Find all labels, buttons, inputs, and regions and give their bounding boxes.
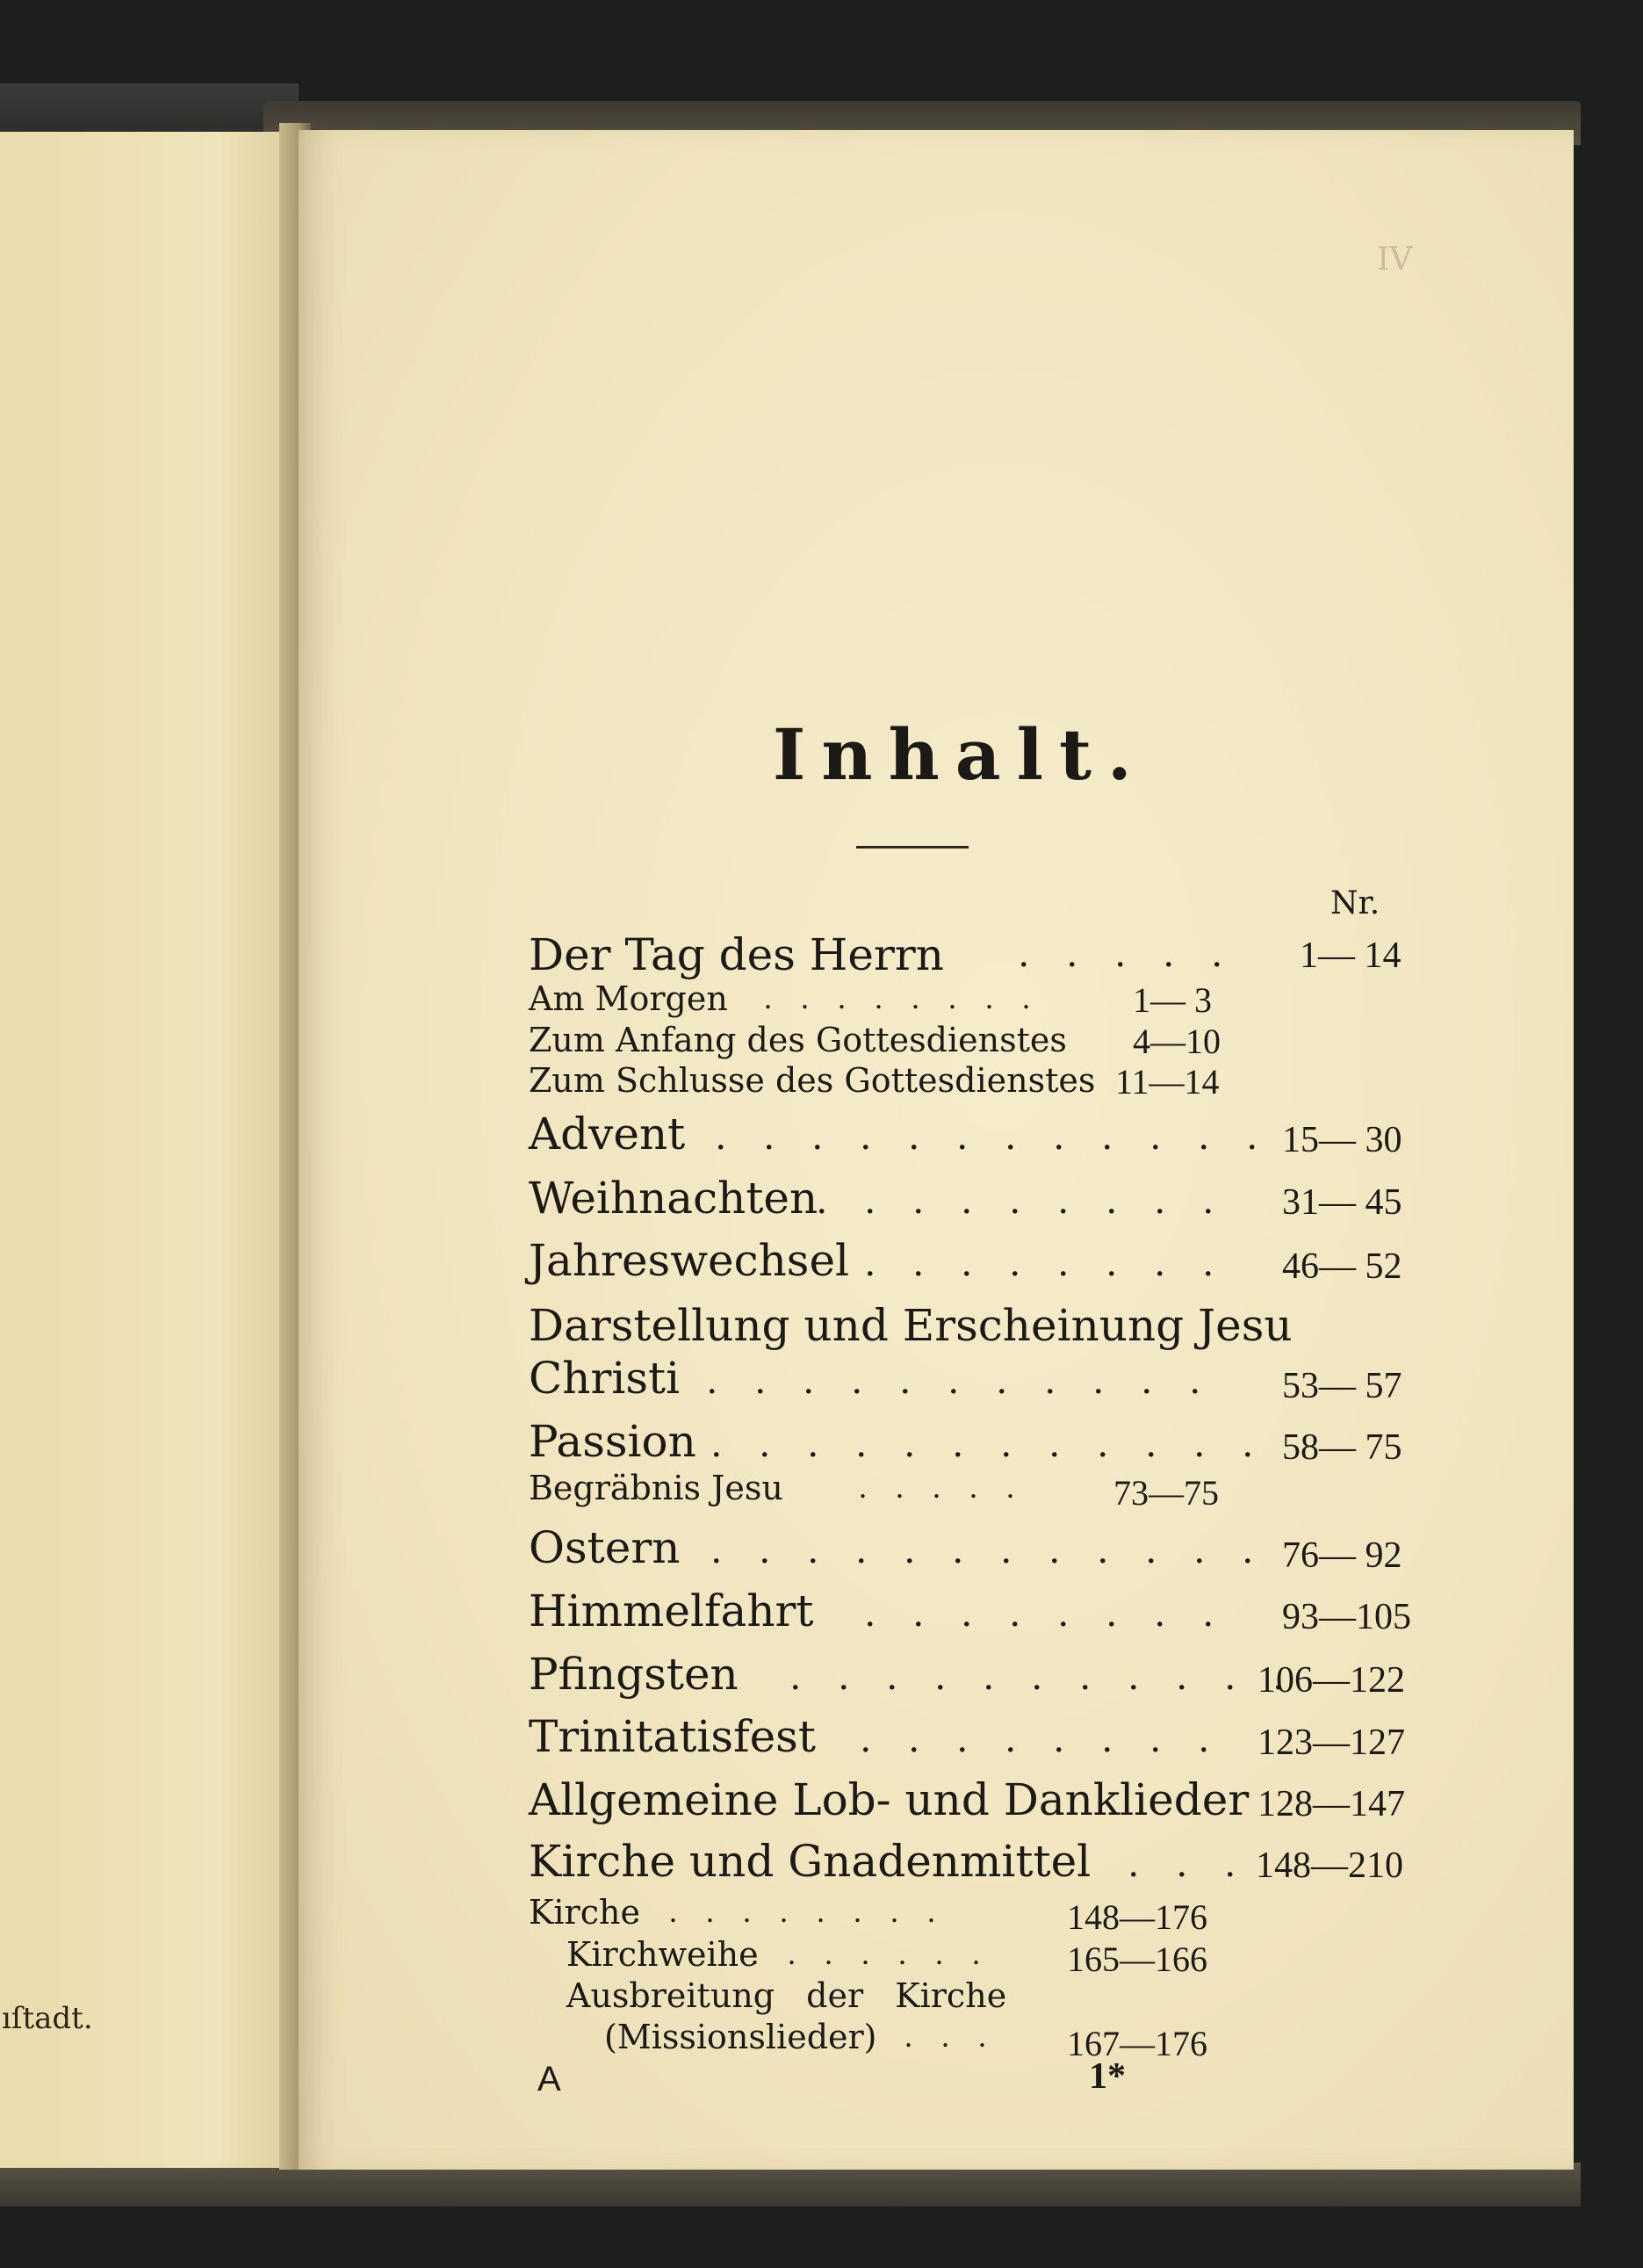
- page-number: IV: [1377, 242, 1413, 278]
- leader-dots: . . . . . . . . .: [632, 1894, 946, 1929]
- entry-range: 73—75: [1113, 1473, 1219, 1513]
- page-title: Inhalt.: [773, 713, 1148, 796]
- entry-title: Trinitatisfest: [529, 1711, 816, 1762]
- leader-dots: . . . . . . . . . . . .: [716, 1113, 1272, 1158]
- leader-dots: . . . . . . . .: [865, 1590, 1228, 1635]
- signature-mark: A: [537, 2060, 561, 2098]
- leader-dots: . . . . .: [859, 1470, 1025, 1505]
- entry-range: 53— 57: [1282, 1366, 1402, 1406]
- entry-range: 148—210: [1256, 1845, 1403, 1886]
- entry-title: Kirche und Gnadenmittel: [529, 1836, 1092, 1887]
- entry-range: 165—166: [1067, 1939, 1207, 1979]
- entry-title: Darstellung und Erscheinung Jesu: [529, 1300, 1293, 1351]
- entry-title: Himmelfahrt: [529, 1585, 814, 1636]
- entry-range: 15— 30: [1282, 1120, 1402, 1160]
- leader-dots: . . . . . . . . . . .: [790, 1653, 1298, 1698]
- entry-title: Passion: [529, 1416, 696, 1467]
- entry-range: 128—147: [1257, 1784, 1405, 1824]
- entry-title: Zum Schlusse des Gottesdienstes: [529, 1061, 1096, 1100]
- entry-title: Jahreswechsel: [529, 1235, 850, 1286]
- entry-title: Pfingsten: [529, 1649, 739, 1700]
- entry-range: 1— 3: [1133, 980, 1212, 1020]
- entry-title: Der Tag des Herrn: [529, 929, 944, 980]
- entry-title: Ostern: [529, 1522, 681, 1573]
- leader-dots: . . . . . . . .: [764, 980, 1041, 1015]
- sheet-mark: 1*: [1089, 2056, 1126, 2097]
- entry-title: Kirchweihe: [566, 1935, 759, 1974]
- entry-range: 167—176: [1067, 2024, 1207, 2063]
- leader-dots: . . . . . . .: [751, 1936, 991, 1971]
- leader-dots: . . . . . . . .: [861, 1715, 1223, 1760]
- entry-title: Allgemeine Lob- und Danklieder: [529, 1774, 1250, 1825]
- left-page-imprint: ıſtadt.: [2, 2001, 93, 2036]
- number-column-header: Nr.: [1330, 885, 1380, 921]
- entry-title: Weihnachten: [529, 1173, 818, 1224]
- entry-title: Kirche: [529, 1893, 640, 1932]
- leader-dots: . . . . . . . .: [865, 1239, 1228, 1284]
- leader-dots: . . . . . . . . .: [817, 1177, 1228, 1222]
- entry-range: 148—176: [1067, 1897, 1207, 1937]
- entry-title: (Missionslieder): [604, 2018, 877, 2056]
- entry-title: Begräbnis Jesu: [529, 1469, 783, 1507]
- entry-title: Advent: [529, 1109, 686, 1159]
- leader-dots: . . . . . . . . . . . .: [711, 1527, 1267, 1571]
- leader-dots: . . .: [1128, 1840, 1250, 1885]
- entry-range: 93—105: [1282, 1597, 1411, 1637]
- leader-dots: . . . . .: [1019, 930, 1236, 975]
- entry-range: 46— 52: [1282, 1246, 1402, 1287]
- entry-title: Ausbreitung der Kirche: [566, 1976, 1007, 2015]
- entry-range: 31— 45: [1282, 1182, 1402, 1223]
- entry-range: 123—127: [1257, 1723, 1405, 1763]
- entry-range: 76— 92: [1282, 1535, 1402, 1576]
- entry-range: 11—14: [1115, 1062, 1220, 1101]
- leader-dots: . . . . . . . . . . .: [707, 1357, 1214, 1402]
- entry-range: 1— 14: [1300, 935, 1402, 976]
- entry-range: 4—10: [1133, 1022, 1221, 1061]
- entry-title: Christi: [529, 1353, 681, 1404]
- entry-title: Am Morgen: [529, 979, 728, 1018]
- entry-range: 58— 75: [1282, 1427, 1402, 1468]
- entry-title: Zum Anfang des Gottesdienstes: [529, 1021, 1067, 1059]
- leader-dots: . . . . . . . . . . . .: [711, 1420, 1267, 1465]
- leader-dots: . . .: [904, 2019, 997, 2054]
- entry-range: 106—122: [1257, 1660, 1405, 1701]
